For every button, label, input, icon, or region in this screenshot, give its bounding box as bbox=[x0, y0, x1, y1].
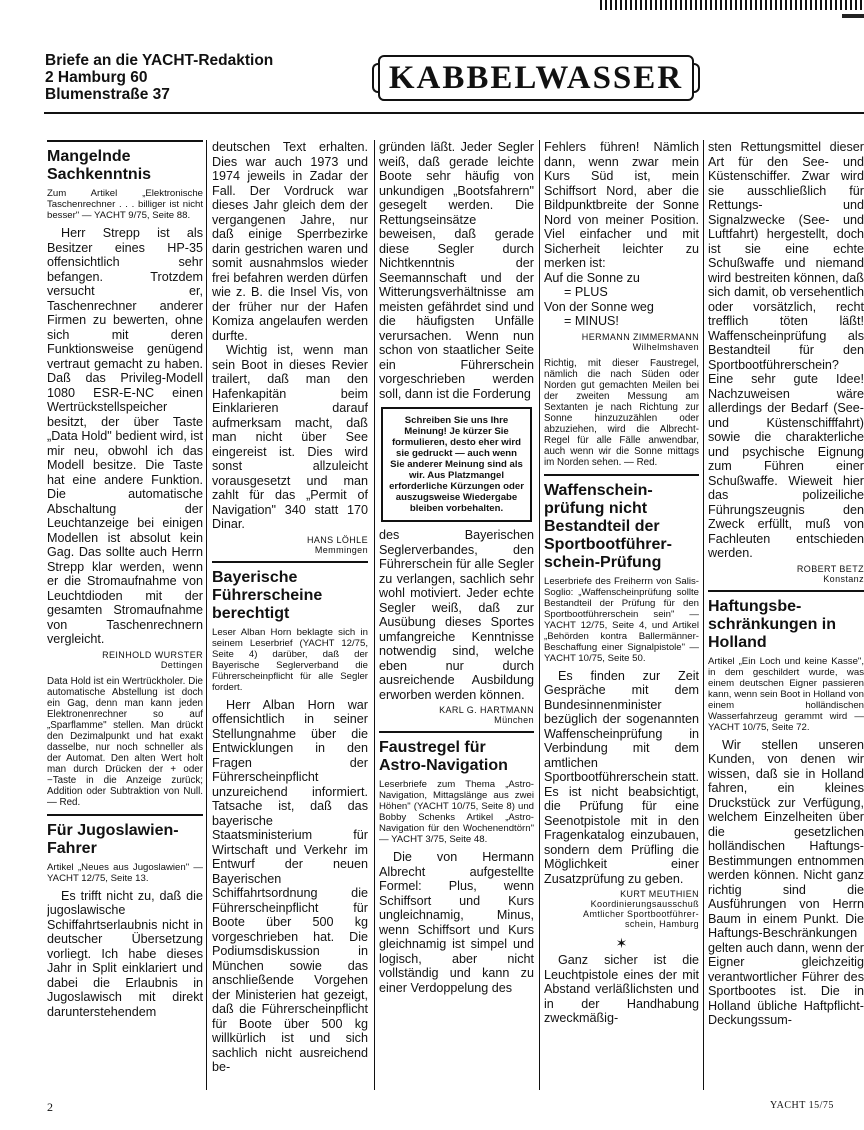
letter-signature: ROBERT BETZ Konstanz bbox=[796, 563, 864, 584]
letter-signature: KURT MEUTHIEN Koordinierungsausschuß Amtlicher Sportbootführer- schein, Hamburg bbox=[583, 889, 699, 929]
column-3 bbox=[379, 140, 534, 1095]
header-rule bbox=[44, 112, 864, 114]
editor-reply: Data Hold ist ein Wertrückholer. Die automatische Abstellung ist doch ein Gag, denn man kann jeden Elektronenrechner so auf „Sparflamme" stellen. Man drückt den Dezimalpunkt und hat exakt dasselbe, nur noch schneller als der Automat. Den alten Wert holt man durch Drücken der + oder −Taste in die Anzeige zurück; Addition oder Subtraktion von Null. — Red. bbox=[47, 675, 203, 808]
letter-signature: REINHOLD WURSTER Dettingen bbox=[102, 649, 203, 670]
article-heading: Bayerische Führerscheine berechtigt bbox=[212, 568, 323, 622]
letter-body: Wir stellen unseren Kunden, von denen wir wissen, daß sie in Holland fahren, ein kleines Druckstück zur Verfügung, welchem Einzelheiten über die gesetzlichen holländischen Haftungs-Bestimmungen entnommen werden können. Nicht ganz richtig sind die Ausführungen von Herrn Baum in einem Punkt. Die Haftungs-Beschränkungen gelten auch dann, wenn der Eigner gleichzeitig verantwortlicher Führer des Sportbootes ist. Die in Holland übliche Haftpflicht-Deckungssum- bbox=[708, 737, 864, 1027]
heading-bar bbox=[379, 731, 534, 775]
article-heading: Waffenschein-prüfung nicht Bestandteil der Sportbootführer-schein-Prüfung bbox=[544, 481, 672, 571]
letter-body: deutschen Text erhalten. Dies war auch 1973 und 1974 jeweils in Zadar der Fall. Der Vordruck war dieses Jahr gleich dem der vergangenen Jahre, nur daß einige Sperrbezirke darin gestrichen waren und somit ausnahmslos wieder frei befahren werden dürfen wie z. B. die Insel Vis, von der früher nur der Hafen Komiza angelaufen werden durfte. bbox=[212, 140, 368, 343]
column-2 bbox=[212, 140, 368, 1095]
column-5 bbox=[708, 140, 864, 1095]
letter-body: gründen läßt. Jeder Segler weiß, daß gerade leichte Boote sehr häufig von unkundigen „Bootsfahrern" gesegelt werden. Die Rettungseinsätze beweisen, daß gerade diese Segler durch Nichtkenntnis der Seemannschaft und der Witterungsverhältnisse am meisten gefährdet sind und die häufigsten Unfälle verursachen. Wenn nun schon von staatlicher Seite ein Führerschein vorgeschrieben werden soll, dann ist die Forderung bbox=[379, 140, 534, 401]
letter-body: des Bayerischen Seglerverbandes, den Führerschein für alle Segler zu verlangen, sachlich sehr wohl motiviert. Jeder echte Segler weiß, daß zur Ausübung dieses Sportes umfangreiche Kenntnisse notwendig sind, welche eben nur durch ausreichende Ausbildung erworben werden können. bbox=[379, 528, 534, 702]
letter-body: Fehlers führen! Nämlich dann, wenn zwar mein Kurs Süd ist, mein Schiffsort Nord, aber die Bildpunktbreite der Sonne Nord von meiner Position. Viel einfacher und mit Sicherheit leichter zu merken ist: bbox=[544, 140, 699, 270]
editorial-notice-box: Schreiben Sie uns Ihre Meinung! Je kürzer Sie formulieren, desto eher wird sie gedruckt — auch wenn Sie anderer Meinung sind als wir. Aus Platzmangel erforderliche Kürzungen oder auszugsweise Wiedergabe bleiben vorbehalten. bbox=[381, 407, 532, 522]
article-reference: Artikel „Neues aus Jugoslawien" — YACHT 12/75, Seite 13. bbox=[47, 861, 203, 884]
heading-bar bbox=[212, 561, 368, 623]
letter-signature: HERMANN ZIMMERMANN Wilhelmshaven bbox=[581, 331, 699, 352]
article-reference: Artikel „Ein Loch und keine Kasse", in dem geschildert wurde, was einem deutschen Eigner passieren kann, wenn sein Boot in Holland von einem holländischen Wasserfahrzeug gerammt wird — YACHT 10/75, Seite 72. bbox=[708, 655, 864, 733]
address-line-3: Blumenstraße 37 bbox=[45, 86, 170, 103]
column-1 bbox=[47, 140, 203, 1095]
article-heading: Faustregel für Astro-Navigation bbox=[379, 739, 508, 774]
article-heading: Haftungsbe-schränkungen in Holland bbox=[708, 597, 837, 651]
letter-body: Die von Hermann Albrecht aufgestellte Formel: Plus, wenn Schiffsort und Kurs ungleichnamig, Minus, wenn Schiffsort und Kurs gleichnamig ist simpel und logisch, aber nicht vollständig und kann zu einer Verdoppelung des bbox=[379, 850, 534, 995]
kabbelwasser-logo: KABBELWASSER bbox=[378, 55, 694, 101]
letter-body: sten Rettungsmittel dieser Art für den See- und Küstenschiffer. Zwar wird sie ausschließlich für Rettungs- und Signalzwecke (See- und Luftfahrt) hergestellt, doch ist sie eine echte Schußwaffe und niemand wird bestreiten können, daß sich damit, ob versehentlich oder vorsätzlich, recht trefflich töten läßt! Waffenscheinprüfung als Bestandteil für den Sportbootführerschein? Eine sehr gute Idee! Nachzuweisen wäre allerdings der Bedarf (See- und Küstenschifffahrt) sowie die charakterliche und psychische Eignung zum Führen einer Schußwaffe. Wieweit hier das polizeiliche Führungszeugnis den Zweck erfüllt, muß von Fachleuten entschieden werden. bbox=[708, 140, 864, 560]
magazine-footer: YACHT 15/75 bbox=[770, 1100, 834, 1111]
letters-address bbox=[45, 52, 273, 103]
letter-body: Es trifft nicht zu, daß die jugoslawische Schiffahrtserlaubnis nicht in deutscher Übersetzung vorliegt. Ich habe dieses Jahr in Split einklariert und dabei die Erlaubnis in Jugoslawisch mit direkt darunterstehendem bbox=[47, 888, 203, 1019]
article-reference: Leserbriefe zum Thema „Astro-Navigation, Mittagslänge aus zwei Höhen" (YACHT 10/75, Seite 8) und Bobby Schenks Artikel „Astro-Navigation für den Wochenendtörn" — YACHT 3/75, Seite 48. bbox=[379, 779, 534, 845]
letter-signature: HANS LÖHLE Memmingen bbox=[306, 534, 368, 555]
column-rule-1 bbox=[206, 140, 207, 1090]
rule-line-2: = PLUS bbox=[564, 285, 608, 299]
heading-bar bbox=[47, 814, 203, 858]
rule-line-1: Auf die Sonne zu bbox=[544, 270, 640, 285]
heading-bar bbox=[544, 474, 699, 572]
letter-signature: KARL G. HARTMANN München bbox=[439, 705, 534, 725]
heading-bar bbox=[47, 140, 203, 184]
article-reference: Leserbriefe des Freiherrn von Salis-Soglio: „Waffenscheinprüfung sollte Bestandteil der Prüfung für den Sportbootführerschein sein" — YACHT 12/75, Seite 4, und Artikel „Behörden kontra Ballermänner-Beschaffung einer Signalpistole" — YACHT 10/75, Seite 50. bbox=[544, 575, 699, 664]
letter-body: Es finden zur Zeit Gespräche mit dem Bundesinnenminister bezüglich der sogenannten Waffenscheinprüfung in Verbindung mit dem amtlichen Sportbootführerschein statt. Es ist nicht beabsichtigt, die Prüfung für eine Seenotpistole mit in den Fragenkatalog einzubauen, sondern dem Prüfling die Möglichkeit einer Zusatzprüfung zu geben. bbox=[544, 668, 699, 886]
letter-body: Wichtig ist, wenn man sein Boot in dieses Revier trailert, daß man den Hafenkapitän beim Einklarieren darauf aufmerksam macht, daß man nicht über See eingereist ist. Dies wird sonst allzuleicht vorausgesetzt und man zahlt für das „Permit of Navigation" 340 statt 170 Dinar. bbox=[212, 343, 368, 531]
top-scan-line bbox=[842, 14, 864, 18]
article-reference: Zum Artikel „Elektronische Taschenrechner . . . billiger ist nicht besser" — YACHT 9/75, Seite 88. bbox=[47, 188, 203, 221]
column-rule-4 bbox=[703, 140, 704, 1090]
letter-body: Ganz sicher ist die Leuchtpistole eines der mit Abstand verläßlichsten und in der Handhabung zweckmäßig- bbox=[544, 953, 699, 1025]
column-4 bbox=[544, 140, 699, 1095]
article-heading: Mangelnde Sachkenntnis bbox=[47, 148, 152, 183]
letter-body: Herr Strepp ist als Besitzer eines HP-35 offensichtlich sehr befangen. Trotzdem versucht er, Taschenrechner anderer Firmen zu bewerten, ohne sich mit deren Funktionsweise genügend vertraut gemacht zu haben. Daß das Privileg-Modell 1080 ESR-E-NC einen Wertrückstellspeicher besitzt, der über Taste „Data Hold" bedient wird, ist mir neu, obwohl ich das Modell besitze. Die Taste hat eine andere Funktion. Die automatische Abschaltung der Leuchtanzeige bei einigen Modellen ist absolut kein Gag. Das sollte auch Herrn Strepp klar werden, wenn er die Stromaufnahme von Leuchtdioden mit der gesamten Stromaufnahme von Taschenrechnern vergleicht. bbox=[47, 226, 203, 646]
heading-bar bbox=[708, 590, 864, 652]
letter-body: Herr Alban Horn war offensichtlich in seiner Stellungnahme über die Entwicklungen in den Fragen der Führerscheinpflicht unzureichend informiert. Tatsache ist, daß das bayerische Staatsministerium für Wirtschaft und Verkehr im Entwurf der neuen Bayerischen Schiffahrtsordnung die Führerscheinpflicht für Boote über 500 kg vorgeschrieben hat. Die Podiumsdiskussion in München sowie das anschließende Vorgehen der Ministerien hat gezeigt, daß die Führerscheinpflicht für Boote über 500 kg willkürlich ist und sich sachlich nicht ausreichend be- bbox=[212, 697, 368, 1074]
address-line-1: Briefe an die YACHT-Redaktion bbox=[45, 52, 274, 69]
address-line-2: 2 Hamburg 60 bbox=[45, 69, 148, 86]
rule-line-3: Von der Sonne weg bbox=[544, 299, 654, 314]
asterisk-icon: ✶ bbox=[615, 935, 628, 951]
column-rule-3 bbox=[539, 140, 540, 1090]
column-rule-2 bbox=[374, 140, 375, 1090]
editor-reply: Richtig, mit dieser Faustregel, nämlich die nach Süden oder Norden gut gemachten Meilen bei der zweiten Messung am Sextanten je nach Richtung zur Sonne hinzuzuzählen oder abzuziehen, wird die Albrecht-Regel für alle Fälle anwendbar, auch wenn wir die Sonne mittags im Norden sehen. — Red. bbox=[544, 357, 699, 468]
article-heading: Für Jugoslawien-Fahrer bbox=[47, 821, 179, 857]
article-reference: Leser Alban Horn beklagte sich in seinem Leserbrief (YACHT 12/75, Seite 4) darüber, daß der Bayerische Seglerverband die Führerscheinpflicht für alle Segler fordert. bbox=[212, 626, 368, 693]
rule-line-4: = MINUS! bbox=[564, 314, 619, 328]
page-number: 2 bbox=[47, 1100, 53, 1114]
top-scan-mark bbox=[600, 0, 864, 10]
